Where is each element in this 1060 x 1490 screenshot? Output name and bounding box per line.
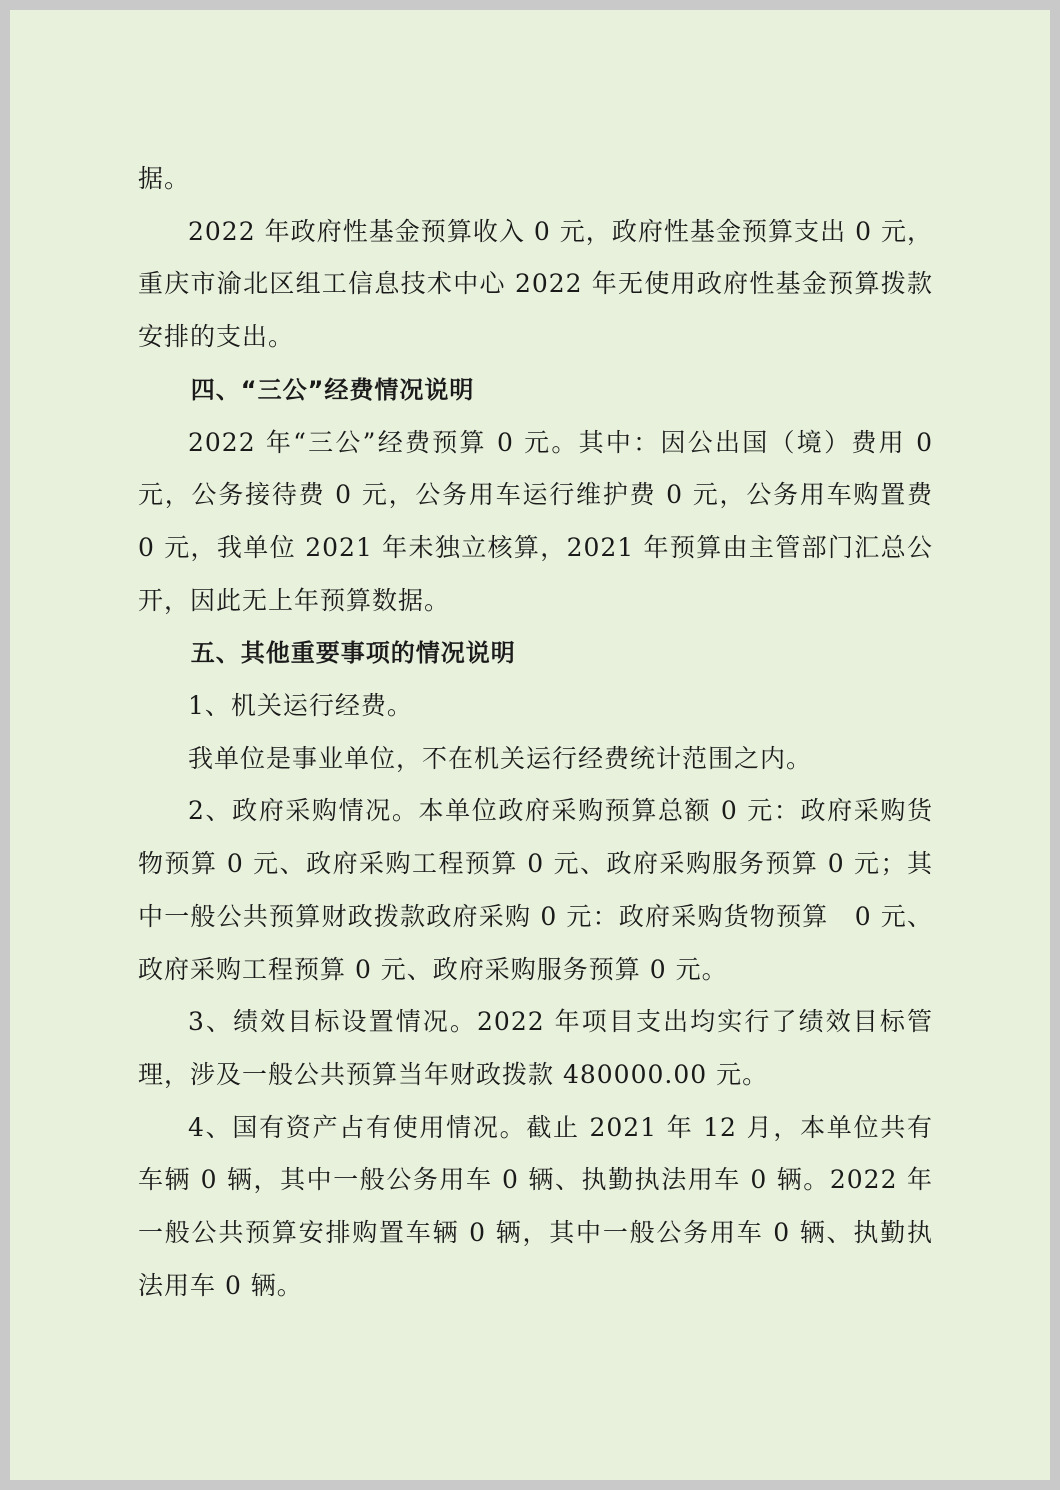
document-page [10,10,1050,1480]
item-2-procurement: 2、政府采购情况。本单位政府采购预算总额 0 元：政府采购货物预算 0 元、政府采购工程预算 0 元、政府采购服务预算 0 元；其中一般公共预算财政拨款政府采购 0 元：政府采购货物预算 0 元、政府采购工程预算 0 元、政府采购服务预算 0 元。 [138,796,933,984]
paragraph-continuation: 据。 [138,164,191,193]
document-body [138,153,933,1312]
item-1-body: 我单位是事业单位，不在机关运行经费统计范围之内。 [188,743,813,773]
item-1-title: 1、机关运行经费。 [188,691,413,721]
item-4-assets: 4、国有资产占有使用情况。截止 2021 年 12 月，本单位共有车辆 0 辆，其中一般公务用车 0 辆、执勤执法用车 0 辆。2022 年一般公共预算安排购置车辆 0 辆，其中一般公务用车 0 辆、执勤执法用车 0 辆。 [138,1112,933,1300]
paragraph-sangong-expenses: 2022 年“三公”经费预算 0 元。其中：因公出国（境）费用 0 元，公务接待费 0 元，公务用车运行维护费 0 元，公务用车购置费 0 元，我单位 2021 年未独立核算，2021 年预算由主管部门汇总公开，因此无上年预算数据。 [138,427,933,615]
item-3-performance: 3、绩效目标设置情况。2022 年项目支出均实行了绩效目标管理，涉及一般公共预算当年财政拨款 480000.00 元。 [138,1007,933,1089]
heading-other-matters: 五、其他重要事项的情况说明 [190,639,516,668]
paragraph-government-fund: 2022 年政府性基金预算收入 0 元，政府性基金预算支出 0 元，重庆市渝北区组工信息技术中心 2022 年无使用政府性基金预算拨款安排的支出。 [138,216,933,352]
heading-sangong-expenses: 四、“三公”经费情况说明 [190,375,475,404]
